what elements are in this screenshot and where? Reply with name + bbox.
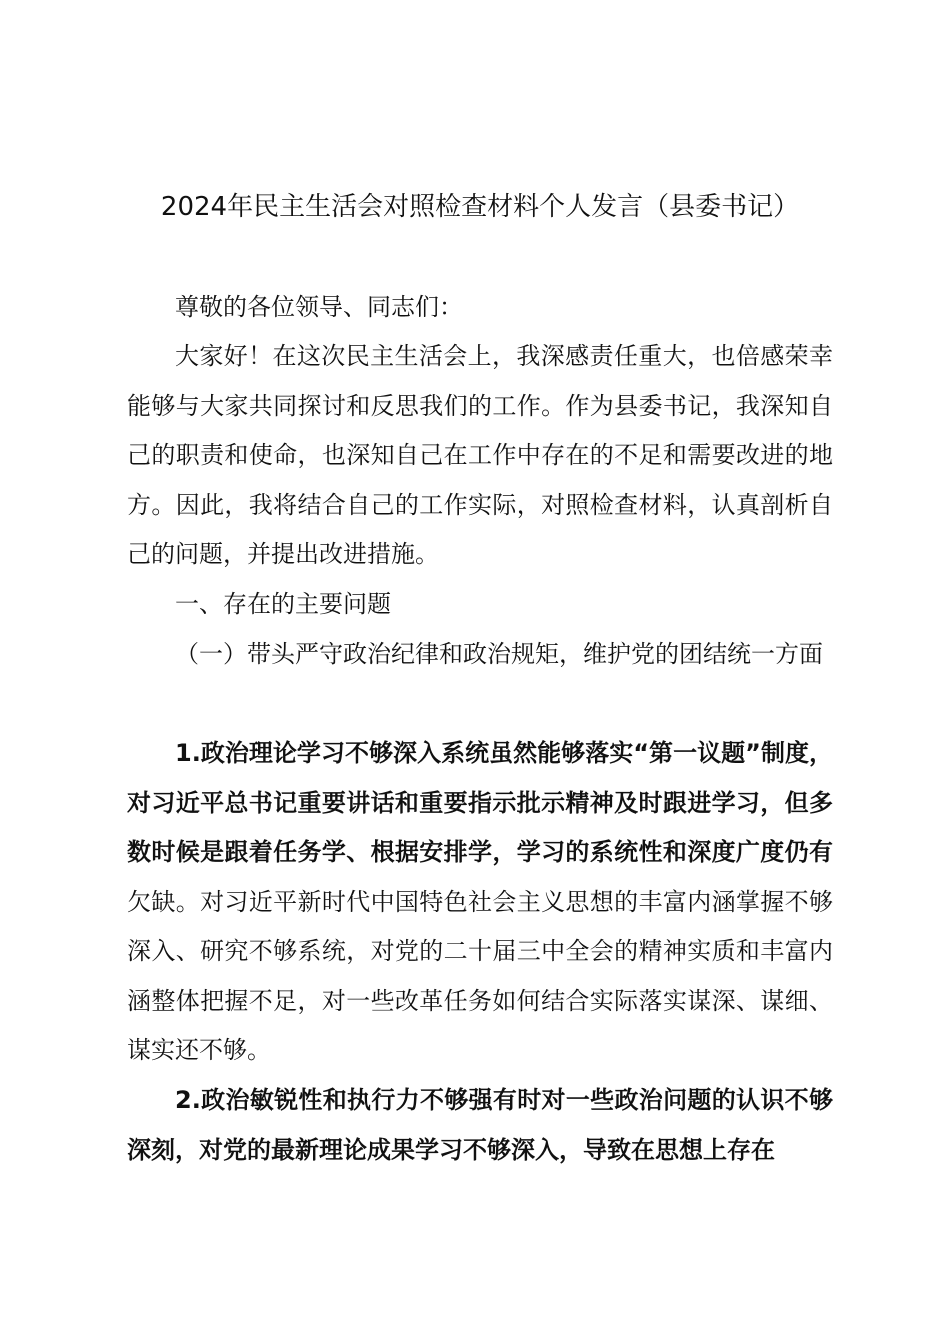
item-2-paragraph [127, 1076, 833, 1175]
item-1-lead: 1.政治理论学习不够深入系统虽然能够落实“第一议题”制度，对习近平总书记重要讲话和重要指示批示精神及时跟进学习，但多数时候是跟着任务学、根据安排学，学习的系统性和深度广度仍有 [127, 739, 833, 866]
item-1-body: 欠缺。对习近平新时代中国特色社会主义思想的丰富内涵掌握不够深入、研究不够系统，对党的二十届三中全会的精神实质和丰富内涵整体把握不足，对一些改革任务如何结合实际落实谋深、谋细、谋实还不够。 [127, 887, 833, 1064]
greeting: 尊敬的各位领导、同志们： [175, 293, 463, 321]
document-title: 2024年民主生活会对照检查材料个人发言（县委书记） [160, 192, 800, 222]
item-2-lead: 2.政治敏锐性和执行力不够强有时对一些政治问题的认识不够深刻，对党的最新理论成果学习不够深入，导致在思想上存在 [127, 1086, 833, 1164]
item-1-paragraph [127, 729, 833, 1076]
section-heading: 一、存在的主要问题 [175, 590, 391, 618]
intro-paragraph: 大家好！在这次民主生活会上，我深感责任重大，也倍感荣幸能够与大家共同探讨和反思我们的工作。作为县委书记，我深知自己的职责和使命，也深知自己在工作中存在的不足和需要改进的地方。因此，我将结合自己的工作实际，对照检查材料，认真剖析自己的问题，并提出改进措施。 [127, 342, 833, 568]
subsection-heading: （一）带头严守政治纪律和政治规矩，维护党的团结统一方面 [175, 640, 823, 668]
